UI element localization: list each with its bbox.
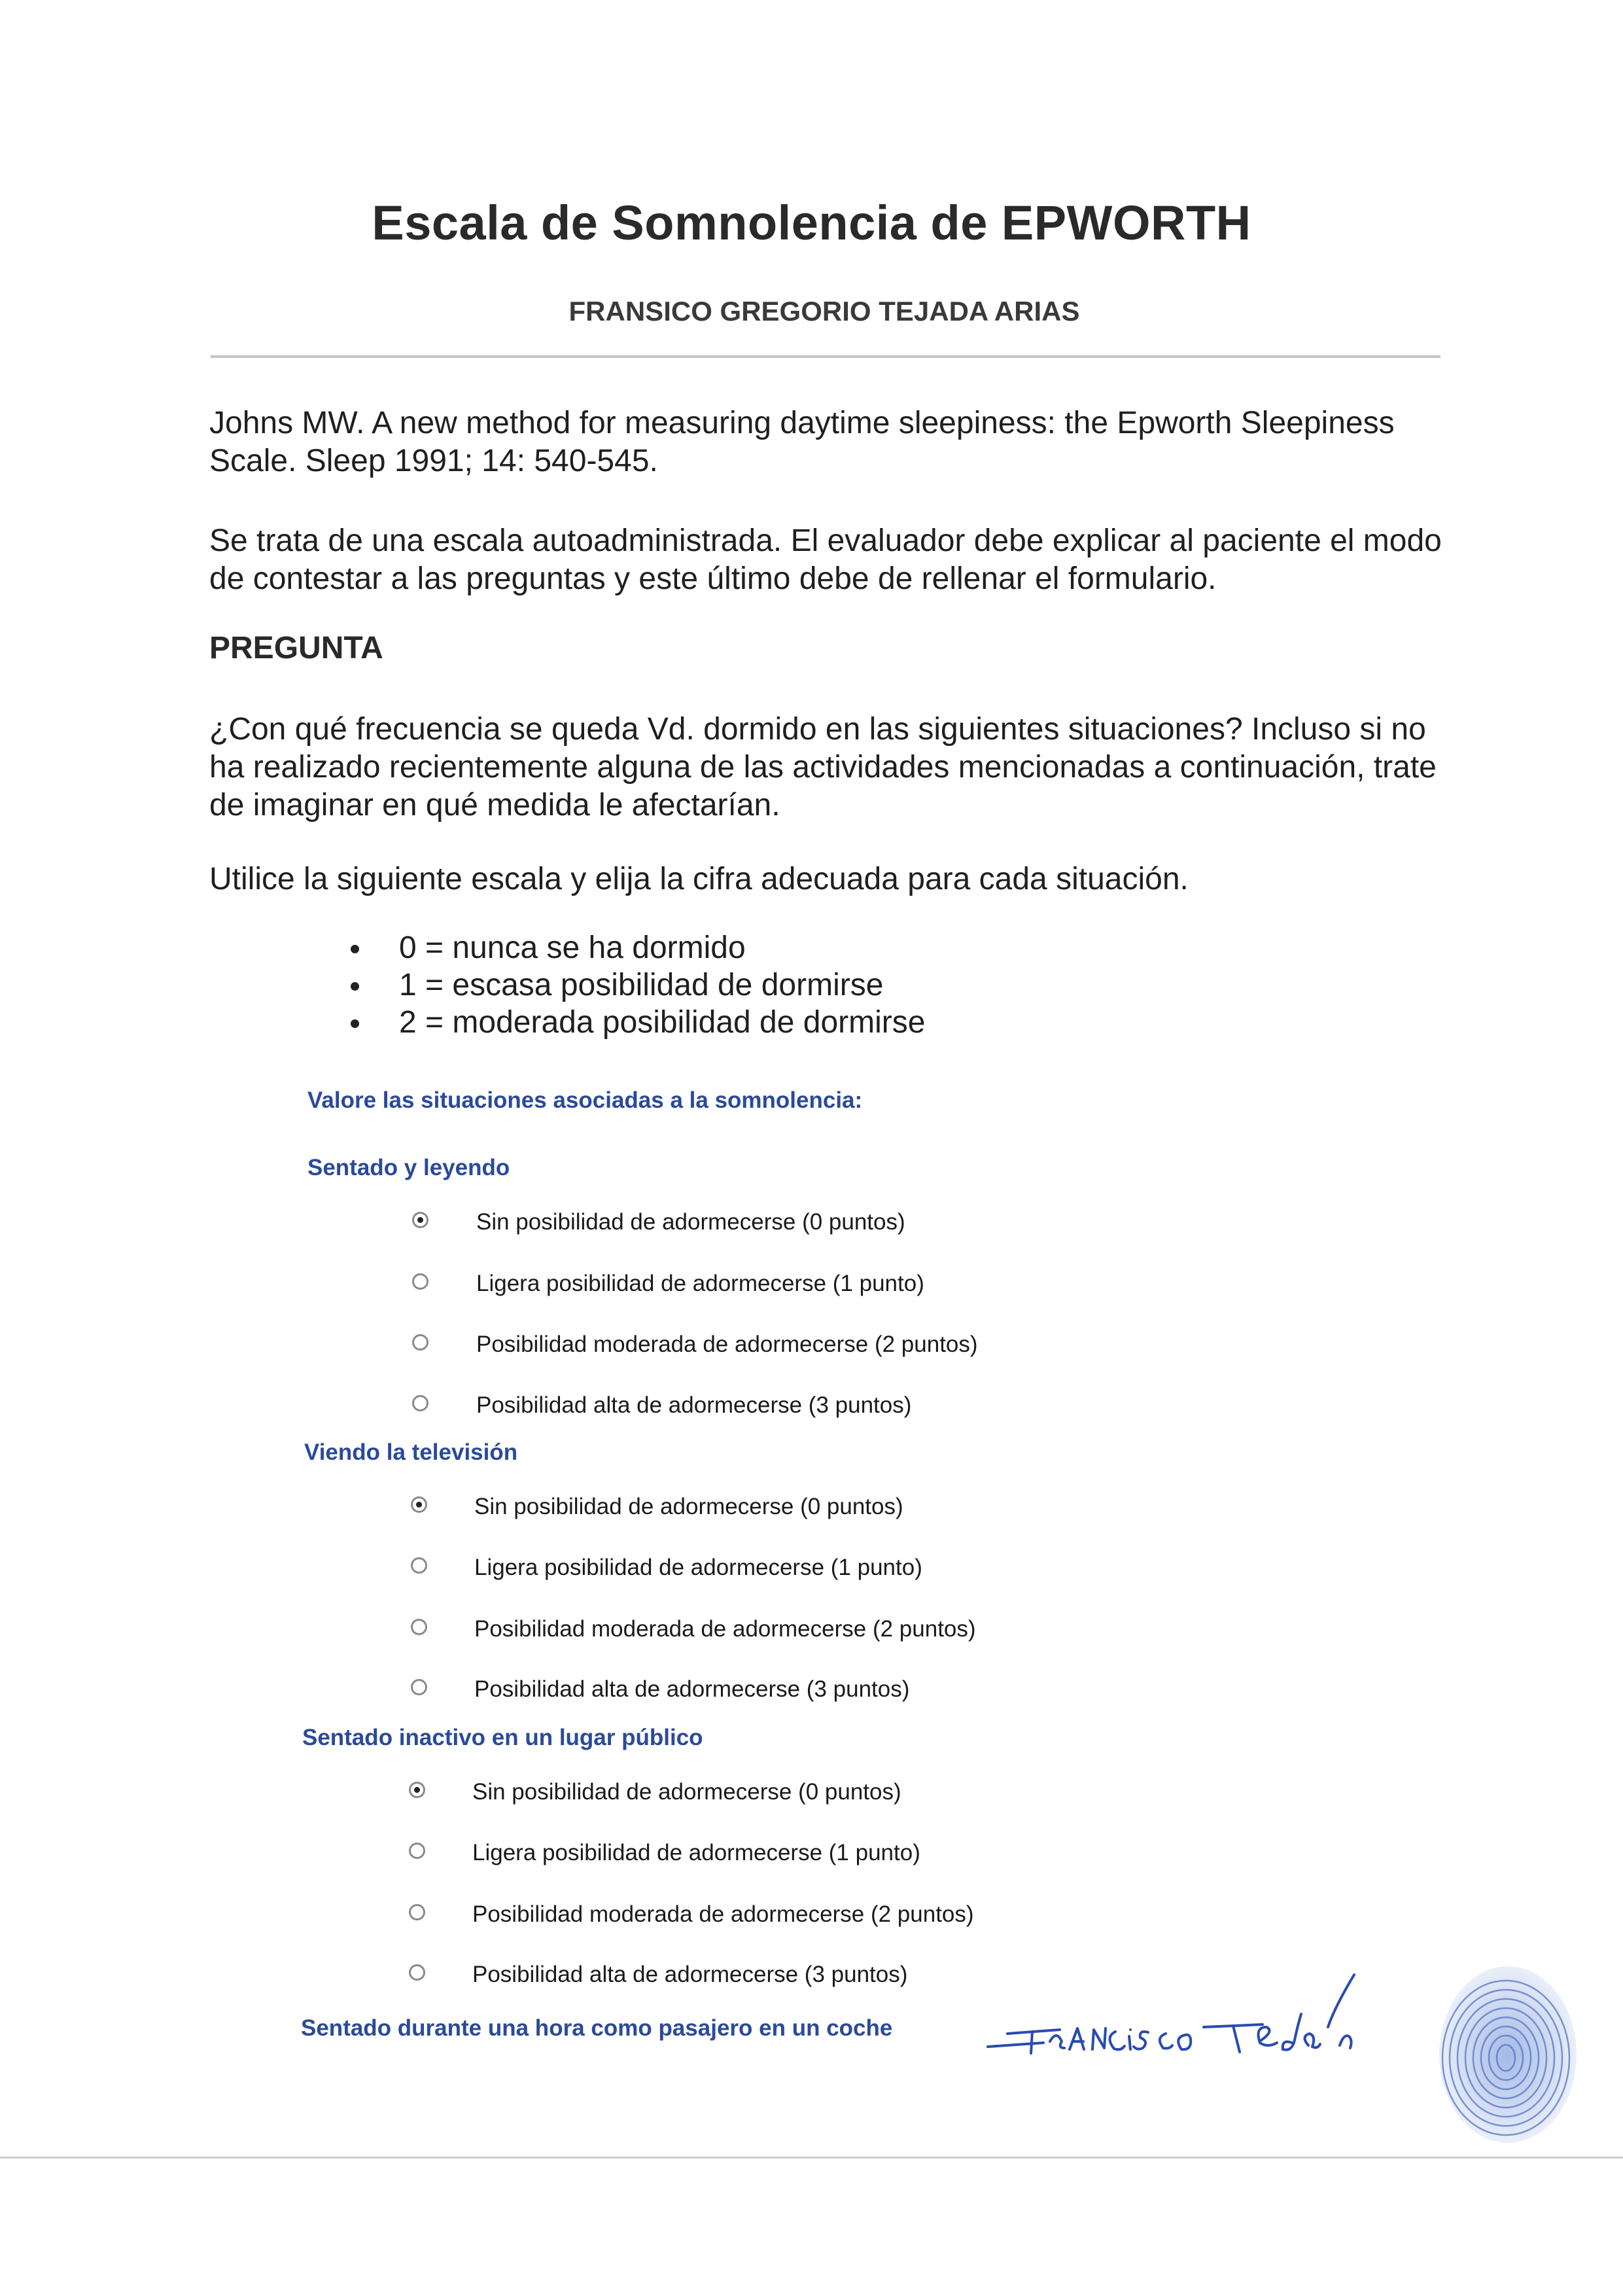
radio-button[interactable] [412, 1212, 428, 1228]
option-label: Sin posibilidad de adormecerse (0 puntos) [476, 1209, 905, 1235]
option-label: Sin posibilidad de adormecerse (0 puntos) [474, 1494, 903, 1519]
situation-label: Sentado inactivo en un lugar público [302, 1725, 703, 1750]
option-label: Ligera posibilidad de adormecerse (1 punto) [474, 1555, 922, 1580]
option-label: Posibilidad moderada de adormecerse (2 puntos) [476, 1332, 978, 1357]
option-label: Posibilidad moderada de adormecerse (2 puntos) [472, 1901, 974, 1927]
radio-button[interactable] [409, 1964, 425, 1981]
scale-list [340, 929, 925, 1041]
radio-button[interactable] [409, 1843, 425, 1859]
reference-paragraph: Johns MW. A new method for measuring daytime sleepiness: the Epworth Sleepiness Scale. Sleep 1991; 14: 540-545. [209, 406, 1395, 478]
question-paragraph: ¿Con qué frecuencia se queda Vd. dormido en las siguientes situaciones? Incluso si no ha realizado recientemente alguna de las actividades mencionadas a continuación, trate de imaginar en qué medida le afectarían. [209, 712, 1437, 822]
option-label: Sin posibilidad de adormecerse (0 puntos) [472, 1779, 901, 1805]
scale-item: 2 = moderada posibilidad de dormirse [340, 1004, 925, 1041]
question-heading: PREGUNTA [209, 631, 383, 665]
radio-button[interactable] [412, 1395, 428, 1411]
radio-button[interactable] [409, 1904, 425, 1920]
signature-image [981, 1969, 1413, 2068]
bottom-divider [0, 2157, 1623, 2159]
header-divider [211, 355, 1440, 358]
intro-paragraph: Se trata de una escala autoadministrada. El evaluador debe explicar al paciente el modo de contestar a las preguntas y este último debe de rellenar el formulario. [209, 523, 1442, 596]
radio-button[interactable] [412, 1273, 428, 1290]
situation-label: Viendo la televisión [304, 1439, 518, 1465]
form-heading: Valore las situaciones asociadas a la somnolencia: [307, 1087, 863, 1113]
option-label: Posibilidad alta de adormecerse (3 puntos) [476, 1392, 912, 1418]
scale-item: 1 = escasa posibilidad de dormirse [340, 966, 925, 1004]
situation-label: Sentado y leyendo [307, 1155, 510, 1180]
option-label: Posibilidad alta de adormecerse (3 puntos) [474, 1676, 910, 1702]
option-label: Ligera posibilidad de adormecerse (1 punto) [476, 1271, 924, 1296]
radio-button[interactable] [411, 1679, 427, 1695]
fingerprint-image [1433, 1960, 1583, 2149]
author-name: FRANSICO GREGORIO TEJADA ARIAS [568, 296, 1080, 327]
option-label: Posibilidad moderada de adormecerse (2 puntos) [474, 1616, 976, 1642]
instructions-paragraph: Utilice la siguiente escala y elija la cifra adecuada para cada situación. [209, 862, 1189, 896]
page-title: Escala de Somnolencia de EPWORTH [372, 196, 1251, 250]
scale-item: 0 = nunca se ha dormido [340, 929, 925, 966]
radio-button[interactable] [412, 1334, 428, 1351]
radio-button[interactable] [409, 1782, 425, 1798]
option-label: Ligera posibilidad de adormecerse (1 punto) [472, 1840, 920, 1865]
situation-label: Sentado durante una hora como pasajero en un coche [301, 2015, 893, 2041]
radio-button[interactable] [411, 1557, 427, 1574]
radio-button[interactable] [411, 1619, 427, 1635]
option-label: Posibilidad alta de adormecerse (3 puntos) [472, 1962, 908, 1987]
radio-button[interactable] [411, 1496, 427, 1513]
